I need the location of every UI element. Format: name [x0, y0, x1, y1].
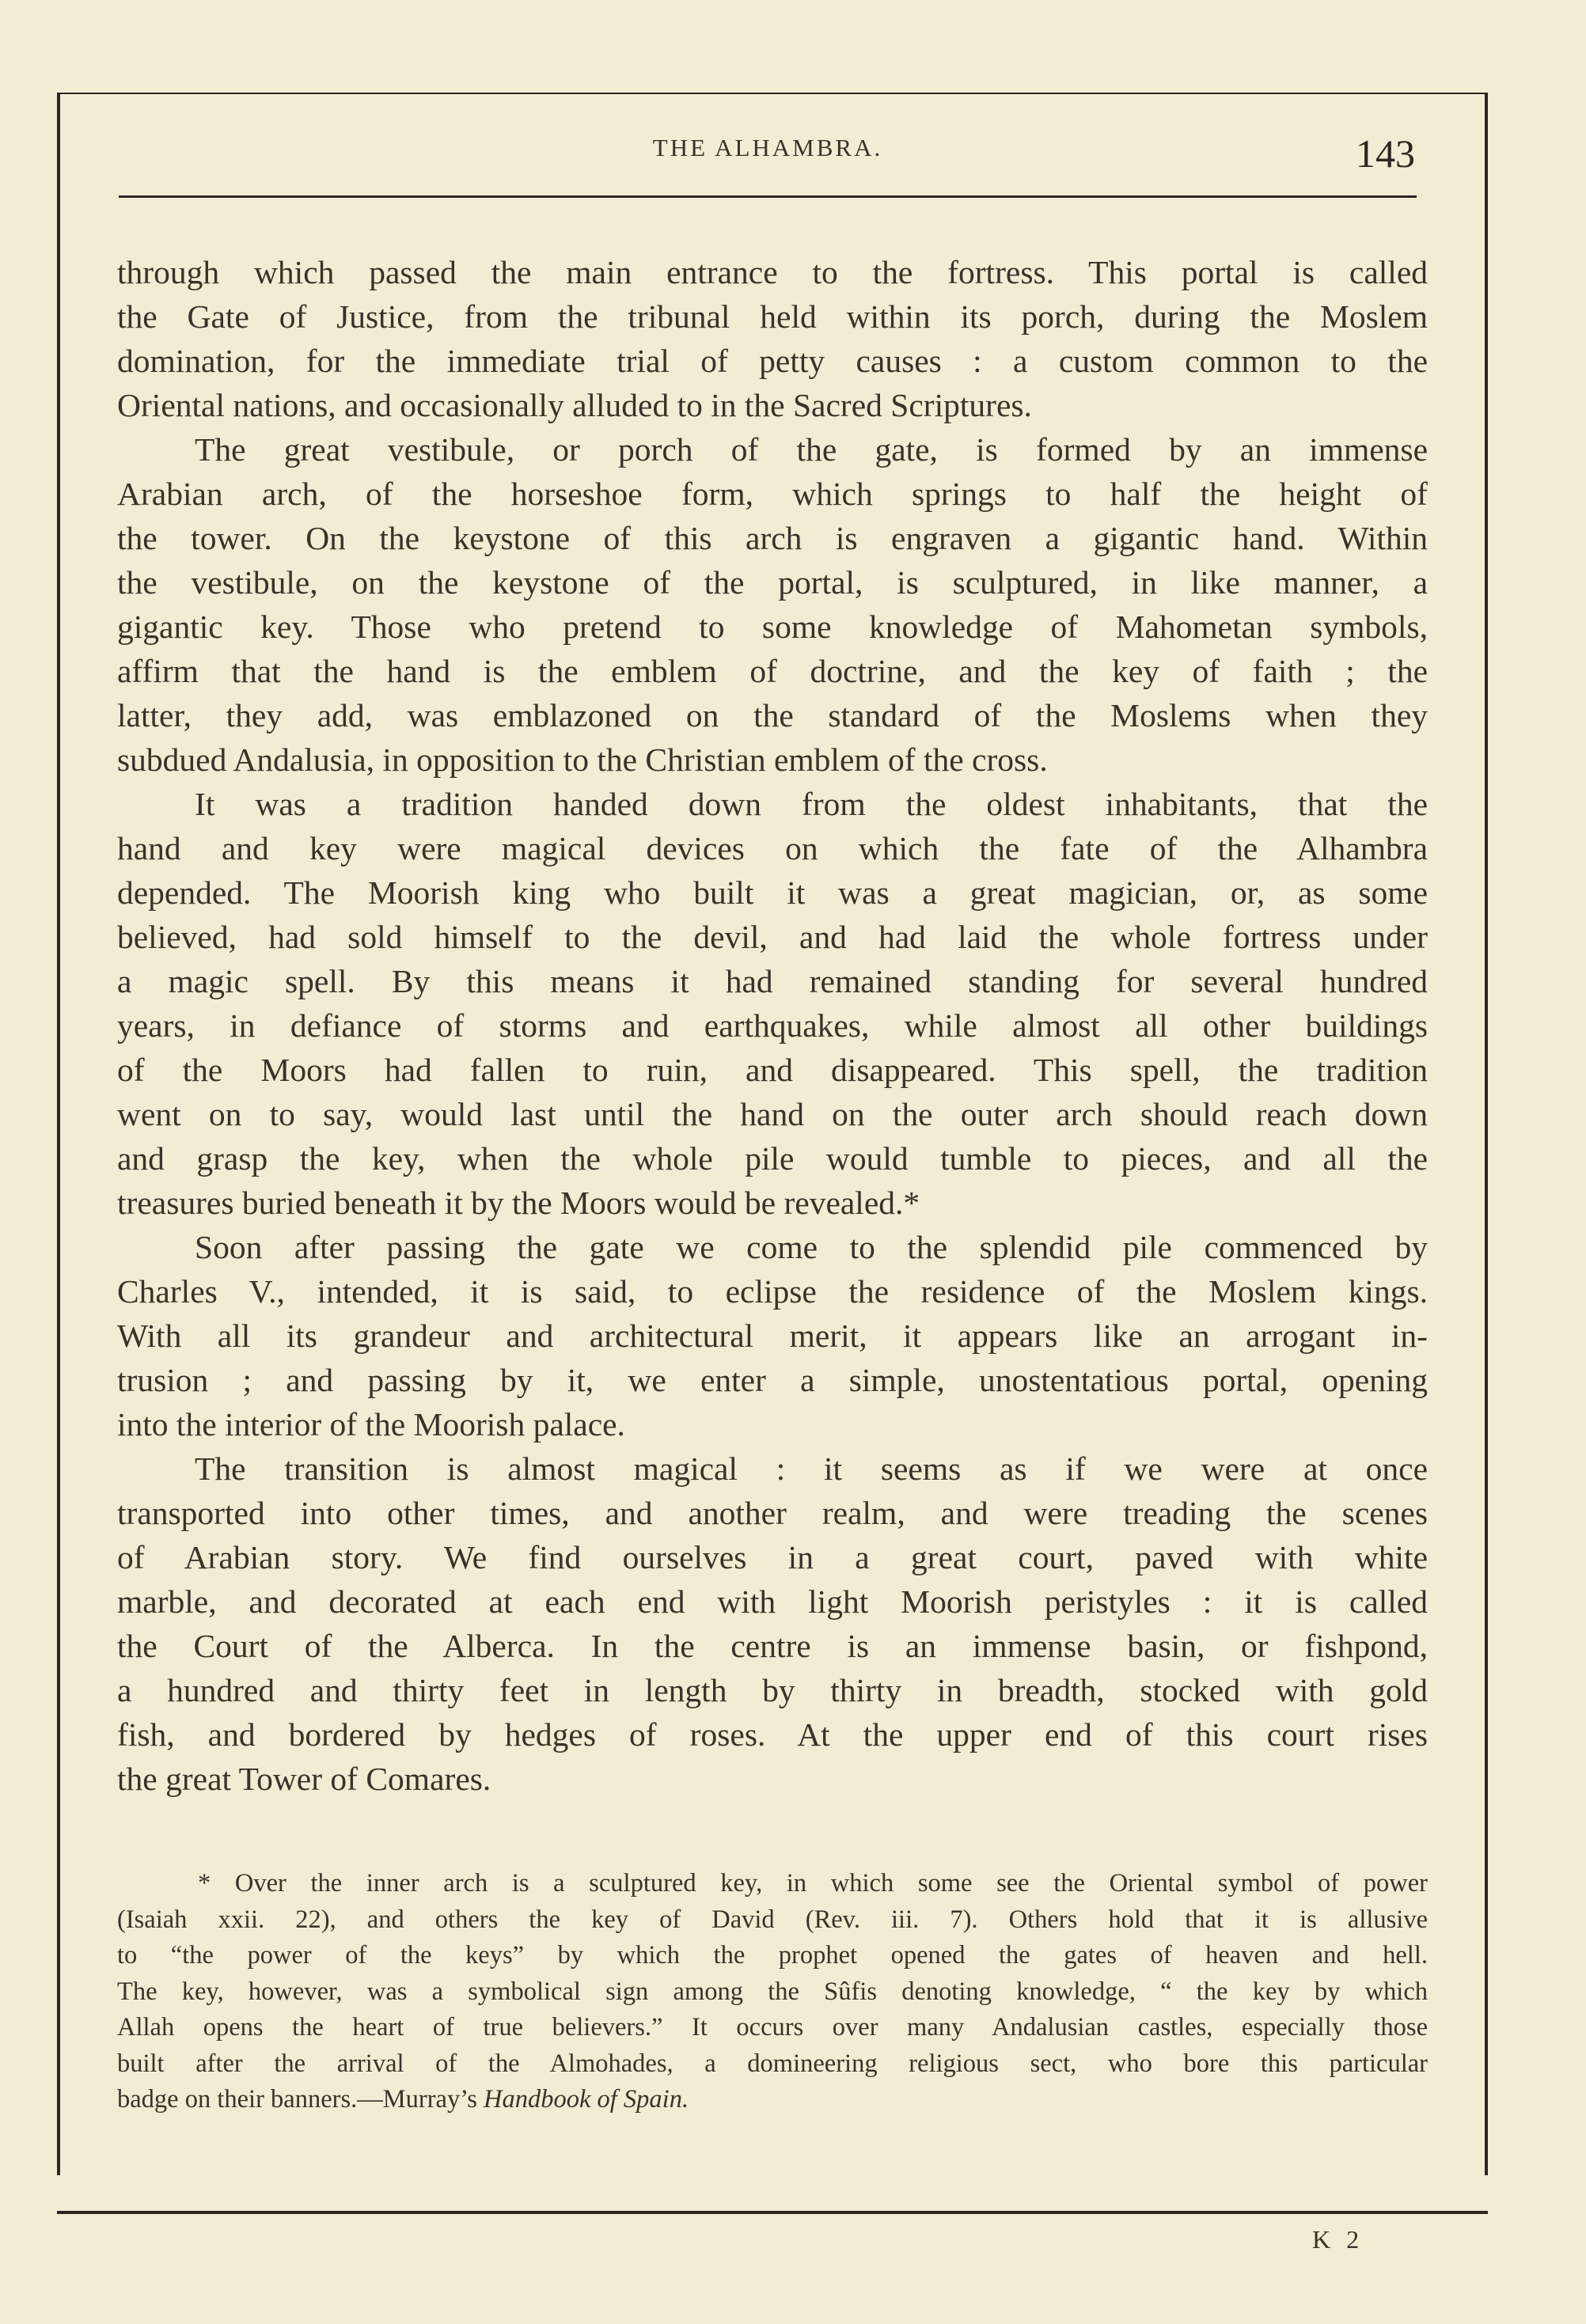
text-line: trusion ; and passing by it, we enter a simple, unostentatious portal, opening — [117, 1362, 1428, 1398]
signature-mark: K 2 — [1312, 2225, 1364, 2254]
footnote-text: badge on their banners.—Murray’s — [117, 2085, 484, 2114]
text-line: treasures buried beneath it by the Moors would be revealed.* — [117, 1185, 920, 1221]
text-line: With all its grandeur and architectural merit, it appears like an arrogant in- — [117, 1317, 1428, 1354]
body-text — [117, 250, 1428, 1801]
text-line: gigantic key. Those who pretend to some knowledge of Mahometan symbols, — [117, 608, 1428, 645]
footnote-line: built after the arrival of the Almohades, a domineering religious sect, who bore this particular — [117, 2049, 1428, 2078]
text-line: into the interior of the Moorish palace. — [117, 1406, 625, 1443]
text-line: transported into other times, and another realm, and were treading the scenes — [117, 1495, 1428, 1531]
page-number: 143 — [1356, 131, 1415, 176]
text-line: years, in defiance of storms and earthquakes, while almost all other buildings — [117, 1007, 1428, 1044]
text-line: Arabian arch, of the horseshoe form, which springs to half the height of — [117, 476, 1428, 512]
text-line: through which passed the main entrance to the fortress. This portal is called — [117, 254, 1428, 290]
header-rule — [119, 195, 1417, 198]
text-line: the great Tower of Comares. — [117, 1761, 491, 1797]
footnote-line: Allah opens the heart of true believers.” It occurs over many Andalusian castles, especially those — [117, 2013, 1428, 2042]
footnote-book-title: Handbook of Spain. — [484, 2085, 689, 2114]
text-line: The great vestibule, or porch of the gate, is formed by an immense — [195, 431, 1428, 468]
text-line: latter, they add, was emblazoned on the standard of the Moslems when they — [117, 697, 1428, 734]
text-line: the Court of the Alberca. In the centre is an immense basin, or fishpond, — [117, 1628, 1428, 1664]
footnote — [117, 1866, 1428, 2118]
running-header — [119, 131, 1417, 178]
text-line: of the Moors had fallen to ruin, and disappeared. This spell, the tradition — [117, 1052, 1428, 1088]
text-line: The transition is almost magical : it seems as if we were at once — [195, 1450, 1428, 1487]
text-line: a magic spell. By this means it had remained standing for several hundred — [117, 963, 1428, 999]
text-line: went on to say, would last until the hand on the outer arch should reach down — [117, 1096, 1428, 1132]
page-frame-bottom-rule — [57, 2211, 1488, 2214]
text-line: domination, for the immediate trial of petty causes : a custom common to the — [117, 343, 1428, 379]
text-line: It was a tradition handed down from the oldest inhabitants, that the — [195, 786, 1428, 822]
footnote-line: * Over the inner arch is a sculptured key, in which some see the Oriental symbol of power — [198, 1869, 1428, 1897]
text-line: hand and key were magical devices on which the fate of the Alhambra — [117, 830, 1428, 866]
text-line: affirm that the hand is the emblem of doctrine, and the key of faith ; the — [117, 653, 1428, 689]
text-line: Oriental nations, and occasionally alluded to in the Sacred Scriptures. — [117, 387, 1032, 423]
footnote-line: to “the power of the keys” by which the prophet opened the gates of heaven and hell. — [117, 1941, 1428, 1970]
footnote-line: The key, however, was a symbolical sign among the Sûfis denoting knowledge, “ the key by which — [117, 1977, 1428, 2006]
text-line: Soon after passing the gate we come to the splendid pile commenced by — [195, 1229, 1428, 1265]
text-line: fish, and bordered by hedges of roses. At the upper end of this court rises — [117, 1716, 1428, 1753]
text-line: and grasp the key, when the whole pile would tumble to pieces, and all the — [117, 1140, 1428, 1177]
text-line: depended. The Moorish king who built it was a great magician, or, as some — [117, 874, 1428, 911]
footnote-line: (Isaiah xxii. 22), and others the key of David (Rev. iii. 7). Others hold that it is allusive — [117, 1905, 1428, 1934]
text-line: the vestibule, on the keystone of the portal, is sculptured, in like manner, a — [117, 564, 1428, 601]
running-title: THE ALHAMBRA. — [652, 134, 883, 161]
text-line: of Arabian story. We find ourselves in a great court, paved with white — [117, 1539, 1428, 1575]
text-line: Charles V., intended, it is said, to eclipse the residence of the Moslem kings. — [117, 1273, 1428, 1310]
text-line: believed, had sold himself to the devil, and had laid the whole fortress under — [117, 919, 1428, 955]
text-line: the tower. On the keystone of this arch is engraven a gigantic hand. Within — [117, 520, 1428, 556]
footnote-line-last — [117, 2082, 1428, 2118]
text-line: subdued Andalusia, in opposition to the Christian emblem of the cross. — [117, 741, 1048, 778]
text-line: marble, and decorated at each end with light Moorish peristyles : it is called — [117, 1583, 1428, 1620]
text-line: a hundred and thirty feet in length by thirty in breadth, stocked with gold — [117, 1672, 1428, 1708]
text-line: the Gate of Justice, from the tribunal held within its porch, during the Moslem — [117, 298, 1428, 335]
